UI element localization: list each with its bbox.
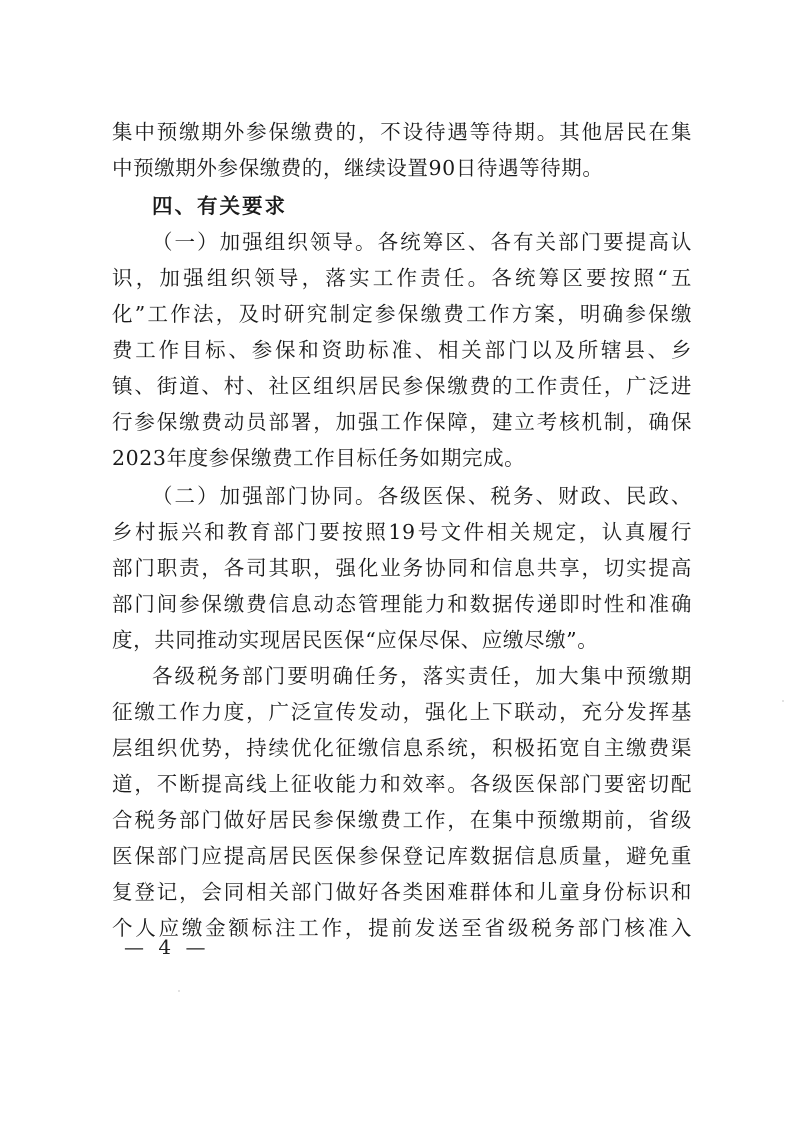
text-line-19: 道，不断提高线上征收能力和效率。各级医保部门要密切配 — [112, 772, 692, 796]
text-line-21: 医保部门应提高居民医保参保登记库数据信息质量，避免重 — [112, 844, 692, 868]
text-line-7: 费工作目标、参保和资助标准、相关部门以及所辖县、乡 — [112, 338, 692, 362]
text-line-15: 度，共同推动实现居民医保“应保尽保、应缴尽缴”。 — [112, 628, 599, 652]
text-line-17: 征缴工作力度，广泛宣传发动，强化上下联动，充分发挥基 — [112, 700, 692, 724]
text-line-1: 集中预缴期外参保缴费的，不设待遇等待期。其他居民在集 — [112, 120, 692, 144]
text-line-9: 行参保缴费动员部署，加强工作保障，建立考核机制，确保 — [112, 410, 692, 434]
text-line-6: 化”工作法，及时研究制定参保缴费工作方案，明确参保缴 — [112, 302, 692, 326]
text-line-22: 复登记，会同相关部门做好各类困难群体和儿童身份标识和 — [112, 880, 692, 904]
text-line-5: 识，加强组织领导，落实工作责任。各统筹区要按照“五 — [112, 266, 692, 290]
text-line-8: 镇、街道、村、社区组织居民参保缴费的工作责任，广泛进 — [112, 374, 692, 398]
page-number: — 4 — — [124, 935, 210, 959]
text-line-13: 部门职责，各司其职，强化业务协同和信息共享，切实提高 — [112, 556, 692, 580]
text-line-16: 各级税务部门要明确任务，落实责任，加大集中预缴期 — [152, 664, 692, 688]
scan-artifact — [782, 700, 784, 702]
text-line-10: 2023年度参保缴费工作目标任务如期完成。 — [112, 446, 526, 470]
text-line-20: 合税务部门做好居民参保缴费工作，在集中预缴期前，省级 — [112, 808, 692, 832]
text-line-2: 中预缴期外参保缴费的，继续设置90日待遇等待期。 — [112, 156, 604, 180]
text-line-14: 部门间参保缴费信息动态管理能力和数据传递即时性和准确 — [112, 592, 692, 616]
scan-artifact — [178, 990, 180, 992]
section-heading: 四、有关要求 — [152, 194, 287, 218]
text-line-11: （二）加强部门协同。各级医保、税务、财政、民政、 — [152, 484, 692, 508]
text-line-23: 个人应缴金额标注工作，提前发送至省级税务部门核准入 — [112, 916, 692, 940]
text-line-12: 乡村振兴和教育部门要按照19号文件相关规定，认真履行 — [112, 520, 692, 544]
text-line-4: （一）加强组织领导。各统筹区、各有关部门要提高认 — [152, 230, 692, 254]
text-line-18: 层组织优势，持续优化征缴信息系统，积极拓宽自主缴费渠 — [112, 736, 692, 760]
